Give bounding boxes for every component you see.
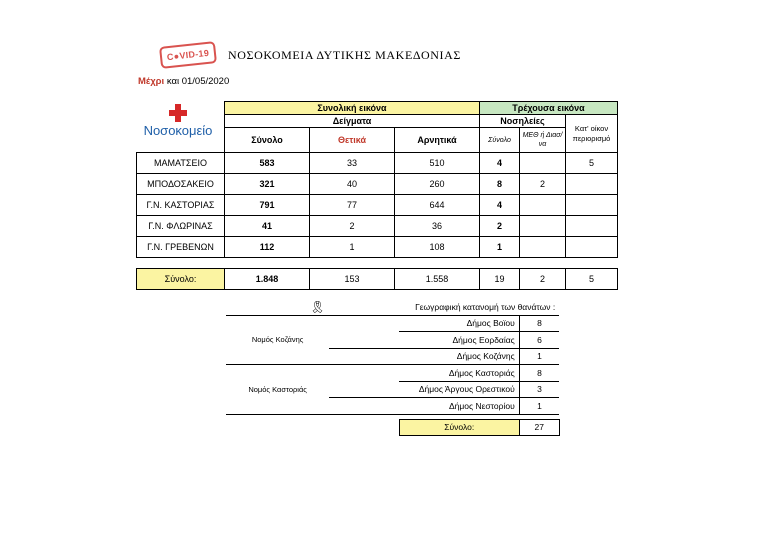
dimos-name: Δήμος Εορδαίας [399,332,519,349]
hospital-name: Γ.Ν. ΦΛΩΡΙΝΑΣ [137,216,225,237]
covid-stamp-logo: C●VID-19 [159,41,217,69]
cell-home [566,174,618,195]
sum-negative: 1.558 [395,269,480,290]
col-hosp-total-header: Σύνολο [480,128,520,153]
hospitalizations-subheader: Νοσηλείες [480,115,566,128]
dimos-count: 1 [519,398,559,415]
hospital-stats-table [136,101,618,290]
hospital-name: ΜΠΟΔΟΣΑΚΕΙΟ [137,174,225,195]
cell-icu [520,153,566,174]
dimos-name: Δήμος Βοϊου [399,315,519,332]
deaths-distribution-table [226,299,560,436]
deaths-title: Γεωγραφική κατανομή των θανάτων : [329,299,559,315]
table-row [137,153,618,174]
nomos-kozani: Νομός Κοζάνης [251,335,304,345]
dimos-count: 8 [519,315,559,332]
cell-negative: 108 [395,237,480,258]
samples-subheader: Δείγματα [225,115,480,128]
cell-hosp: 8 [480,174,520,195]
cell-home: 5 [566,153,618,174]
cell-positive: 33 [310,153,395,174]
cell-total: 321 [225,174,310,195]
document-title: ΝΟΣΟΚΟΜΕΙΑ ΔΥΤΙΚΗΣ ΜΑΚΕΔΟΝΙΑΣ [228,48,461,62]
col-positive-header: Θετικά [310,128,395,153]
cell-icu: 2 [520,174,566,195]
logo-text: Νοσοκομείο [143,123,213,138]
dimos-count: 6 [519,332,559,349]
col-total-header: Σύνολο [225,128,310,153]
sum-home: 5 [566,269,618,290]
deaths-total: 27 [519,419,559,436]
table-row [137,174,618,195]
dimos-name: Δήμος Καστοριάς [399,365,519,382]
cell-icu [520,237,566,258]
cell-negative: 644 [395,195,480,216]
date-text: και 01/05/2020 [166,76,230,87]
cell-home [566,195,618,216]
hospital-name: ΜΑΜΑΤΣΕΙΟ [137,153,225,174]
cell-icu [520,195,566,216]
nomos-kastoria: Νομός Καστοριάς [226,365,329,415]
cell-icu [520,216,566,237]
cell-negative: 510 [395,153,480,174]
sum-positive: 153 [310,269,395,290]
hospital-name: Γ.Ν. ΓΡΕΒΕΝΩΝ [137,237,225,258]
table-row [137,216,618,237]
dimos-name: Δήμος Άργους Ορεστικού [399,381,519,398]
cell-positive: 1 [310,237,395,258]
cell-hosp: 4 [480,153,520,174]
cell-total: 791 [225,195,310,216]
group-overall-header: Συνολική εικόνα [225,102,480,115]
sum-icu: 2 [520,269,566,290]
cell-hosp: 4 [480,195,520,216]
date-line [138,76,229,87]
cell-home [566,216,618,237]
cell-total: 112 [225,237,310,258]
col-home-header: Κατ' οίκον περιορισμό [566,115,618,153]
cell-hosp: 2 [480,216,520,237]
dimos-name: Δήμος Νεστορίου [399,398,519,415]
deaths-total-label: Σύνολο: [399,419,519,436]
group-current-header: Τρέχουσα εικόνα [480,102,618,115]
col-icu-header: ΜΕΘ ή Διασ/να [520,128,566,153]
sum-total: 1.848 [225,269,310,290]
table-row [137,237,618,258]
sum-label: Σύνολο: [137,269,225,290]
cell-hosp: 1 [480,237,520,258]
ribbon-icon: 🎗︎ [226,299,329,315]
cell-total: 41 [225,216,310,237]
dimos-name: Δήμος Κοζάνης [399,348,519,365]
cell-positive: 77 [310,195,395,216]
hospital-name: Γ.Ν. ΚΑΣΤΟΡΙΑΣ [137,195,225,216]
dimos-count: 1 [519,348,559,365]
cell-positive: 2 [310,216,395,237]
dimos-count: 8 [519,365,559,382]
sum-hosp: 19 [480,269,520,290]
cell-negative: 260 [395,174,480,195]
cell-total: 583 [225,153,310,174]
cell-home [566,237,618,258]
dimos-count: 3 [519,381,559,398]
col-negative-header: Αρνητικά [395,128,480,153]
cell-negative: 36 [395,216,480,237]
cell-positive: 40 [310,174,395,195]
date-prefix: Μέχρι [138,76,165,87]
sum-row [137,269,618,290]
table-row [137,195,618,216]
